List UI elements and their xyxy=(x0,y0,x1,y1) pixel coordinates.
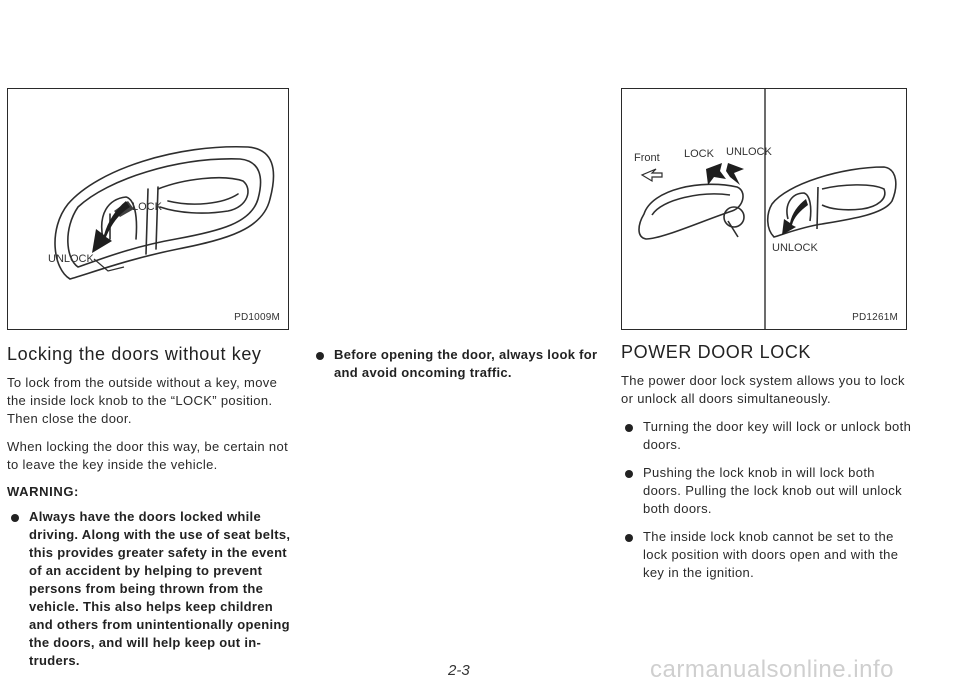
power-lock-illustration xyxy=(622,89,906,329)
list-item xyxy=(621,528,913,582)
bullet-icon xyxy=(625,534,633,542)
caution-bullet xyxy=(312,346,604,382)
paragraph: The power door lock system allows you to lock or unlock all doors simultaneously. xyxy=(621,373,905,406)
label-lock: LOCK xyxy=(132,201,162,213)
right-column xyxy=(621,342,913,582)
list-item-text: Pushing the lock knob in will lock both doors. Pulling the lock knob out will unlock both doors. xyxy=(643,465,902,516)
section-heading: POWER DOOR LOCK xyxy=(621,342,812,362)
paragraph: When locking the door this way, be certain not to leave the key inside the vehicle. xyxy=(7,439,289,472)
figure-inside-door-handle xyxy=(7,88,289,330)
warning-title: WARNING: xyxy=(7,484,79,499)
figure-power-door-lock xyxy=(621,88,907,330)
warning-bullet xyxy=(7,508,292,670)
paragraph: To lock from the outside without a key, move the inside lock knob to the “LOCK” position. Then close the door. xyxy=(7,375,278,426)
page-number: 2-3 xyxy=(448,662,470,679)
section-heading: Locking the doors without key xyxy=(7,344,262,364)
bullet-icon xyxy=(625,470,633,478)
label-unlock: UNLOCK xyxy=(48,253,94,265)
list-item-text: Turning the door key will lock or unlock both doors. xyxy=(643,419,912,452)
bullet-icon xyxy=(11,514,19,522)
figure-code: PD1009M xyxy=(234,312,280,323)
list-item xyxy=(621,418,913,454)
label-front: Front xyxy=(634,152,660,164)
watermark: carmanualsonline.info xyxy=(650,656,894,683)
warning-text: Always have the doors locked while driving. Along with the use of seat belts, this provides greater safety in the event of an accident by helping to prevent persons from being thrown from the vehicle. This also helps keep children and others from unintentionally opening the doors, and will help keep out in-truders. xyxy=(29,509,291,668)
front-arrow-icon xyxy=(642,169,662,181)
middle-column xyxy=(312,346,604,382)
list-item-text: The inside lock knob cannot be set to the lock position with doors open and with the key in the ignition. xyxy=(643,529,899,580)
label-lock: LOCK xyxy=(684,148,714,160)
list-item xyxy=(621,464,913,518)
left-column xyxy=(7,344,292,670)
label-unlock-bottom: UNLOCK xyxy=(772,242,818,254)
label-unlock-top: UNLOCK xyxy=(726,146,772,158)
bullet-icon xyxy=(316,352,324,360)
bullet-icon xyxy=(625,424,633,432)
figure-code: PD1261M xyxy=(852,312,898,323)
caution-text: Before opening the door, always look for and avoid oncoming traffic. xyxy=(334,347,598,380)
door-handle-illustration xyxy=(8,89,288,329)
